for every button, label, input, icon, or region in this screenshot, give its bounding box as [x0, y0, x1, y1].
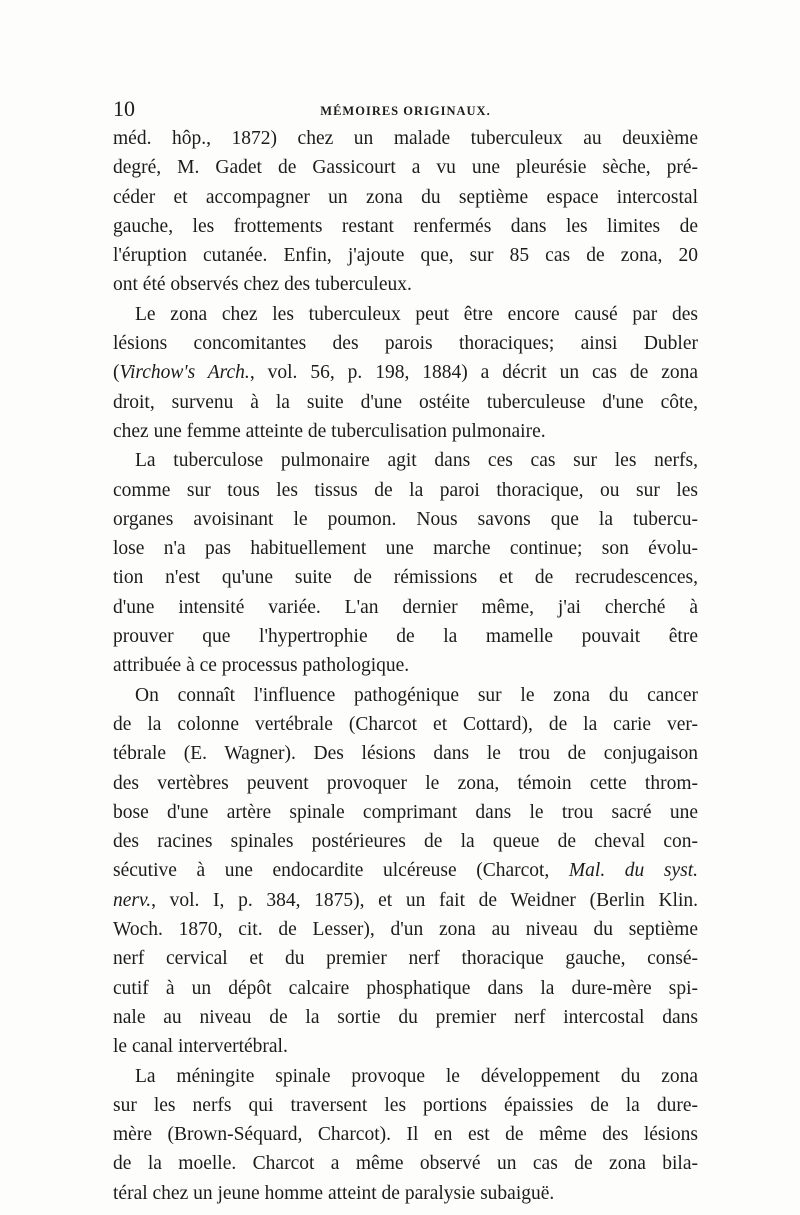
paragraph — [113, 1062, 698, 1208]
text-line: prouver que l'hypertrophie de la mamelle pouvait être — [113, 626, 698, 648]
text-line: des racines spinales postérieures de la queue de cheval con- — [113, 831, 698, 853]
text-line: Le zona chez les tuberculeux peut être encore causé par des — [135, 303, 698, 325]
text-line: l'éruption cutanée. Enfin, j'ajoute que, sur 85 cas de zona, 20 — [113, 245, 698, 267]
paragraph — [113, 681, 698, 1062]
text-line: tion n'est qu'une suite de rémissions et de recrudescences, — [113, 567, 698, 589]
running-header — [113, 94, 698, 124]
text-line: lose n'a pas habituellement une marche continue; son évolu- — [113, 538, 698, 560]
text-line: mère (Brown-Séquard, Charcot). Il en est de même des lésions — [113, 1124, 698, 1146]
text-line: lésions concomitantes des parois thoraciques; ainsi Dubler — [113, 333, 698, 355]
text-line: bose d'une artère spinale comprimant dans le trou sacré une — [113, 801, 698, 823]
text-line: organes avoisinant le poumon. Nous savons que la tubercu- — [113, 508, 698, 530]
text-line: le canal intervertébral. — [113, 1036, 288, 1058]
text-line: de la moelle. Charcot a même observé un cas de zona bila- — [113, 1153, 698, 1175]
paragraph — [113, 446, 698, 680]
text-line: sur les nerfs qui traversent les portions épaissies de la dure- — [113, 1094, 698, 1116]
page-number: 10 — [113, 96, 135, 121]
text-line: ont été observés chez des tuberculeux. — [113, 274, 412, 296]
italic-citation: Virchow's Arch. — [119, 362, 250, 384]
text-line: degré, M. Gadet de Gassicourt a vu une pleurésie sèche, pré- — [113, 157, 698, 179]
body-text — [113, 124, 698, 1208]
paragraph — [113, 300, 698, 446]
text-line: chez une femme atteinte de tuberculisation pulmonaire. — [113, 420, 546, 442]
text-line: La tuberculose pulmonaire agit dans ces cas sur les nerfs, — [135, 450, 698, 472]
text-line: des vertèbres peuvent provoquer le zona, témoin cette throm- — [113, 772, 698, 794]
running-title: MÉMOIRES ORIGINAUX. — [320, 104, 491, 118]
text-line: tébrale (E. Wagner). Des lésions dans le trou de conjugaison — [113, 743, 698, 765]
text-line: Woch. 1870, cit. de Lesser), d'un zona au niveau du septième — [113, 919, 698, 941]
text-line: (Virchow's Arch., vol. 56, p. 198, 1884) a décrit un cas de zona — [113, 362, 698, 384]
text-line: nerf cervical et du premier nerf thoracique gauche, consé- — [113, 948, 698, 970]
italic-citation: nerv. — [113, 889, 152, 911]
text-line: céder et accompagner un zona du septième espace intercostal — [113, 186, 698, 208]
text-line: droit, survenu à la suite d'une ostéite tuberculeuse d'une côte, — [113, 391, 698, 413]
text-line: téral chez un jeune homme atteint de paralysie subaiguë. — [113, 1182, 555, 1204]
text-line: attribuée à ce processus pathologique. — [113, 655, 410, 677]
text-line: nerv., vol. I, p. 384, 1875), et un fait de Weidner (Berlin Klin. — [113, 889, 698, 911]
paragraph — [113, 124, 698, 300]
text-line: de la colonne vertébrale (Charcot et Cottard), de la carie ver- — [113, 713, 698, 735]
text-line: On connaît l'influence pathogénique sur le zona du cancer — [135, 684, 698, 706]
text-line: comme sur tous les tissus de la paroi thoracique, ou sur les — [113, 479, 698, 501]
text-line: sécutive à une endocardite ulcéreuse (Charcot, Mal. du syst. — [113, 860, 698, 882]
text-line: La méningite spinale provoque le développement du zona — [135, 1065, 698, 1087]
text-line: méd. hôp., 1872) chez un malade tuberculeux au deuxième — [113, 128, 698, 149]
text-line: d'une intensité variée. L'an dernier même, j'ai cherché à — [113, 596, 698, 618]
italic-citation: Mal. du syst. — [568, 860, 698, 882]
text-line: gauche, les frottements restant renfermés dans les limites de — [113, 215, 698, 237]
text-line: nale au niveau de la sortie du premier nerf intercostal dans — [113, 1006, 698, 1028]
text-line: cutif à un dépôt calcaire phosphatique dans la dure-mère spi- — [113, 977, 698, 999]
